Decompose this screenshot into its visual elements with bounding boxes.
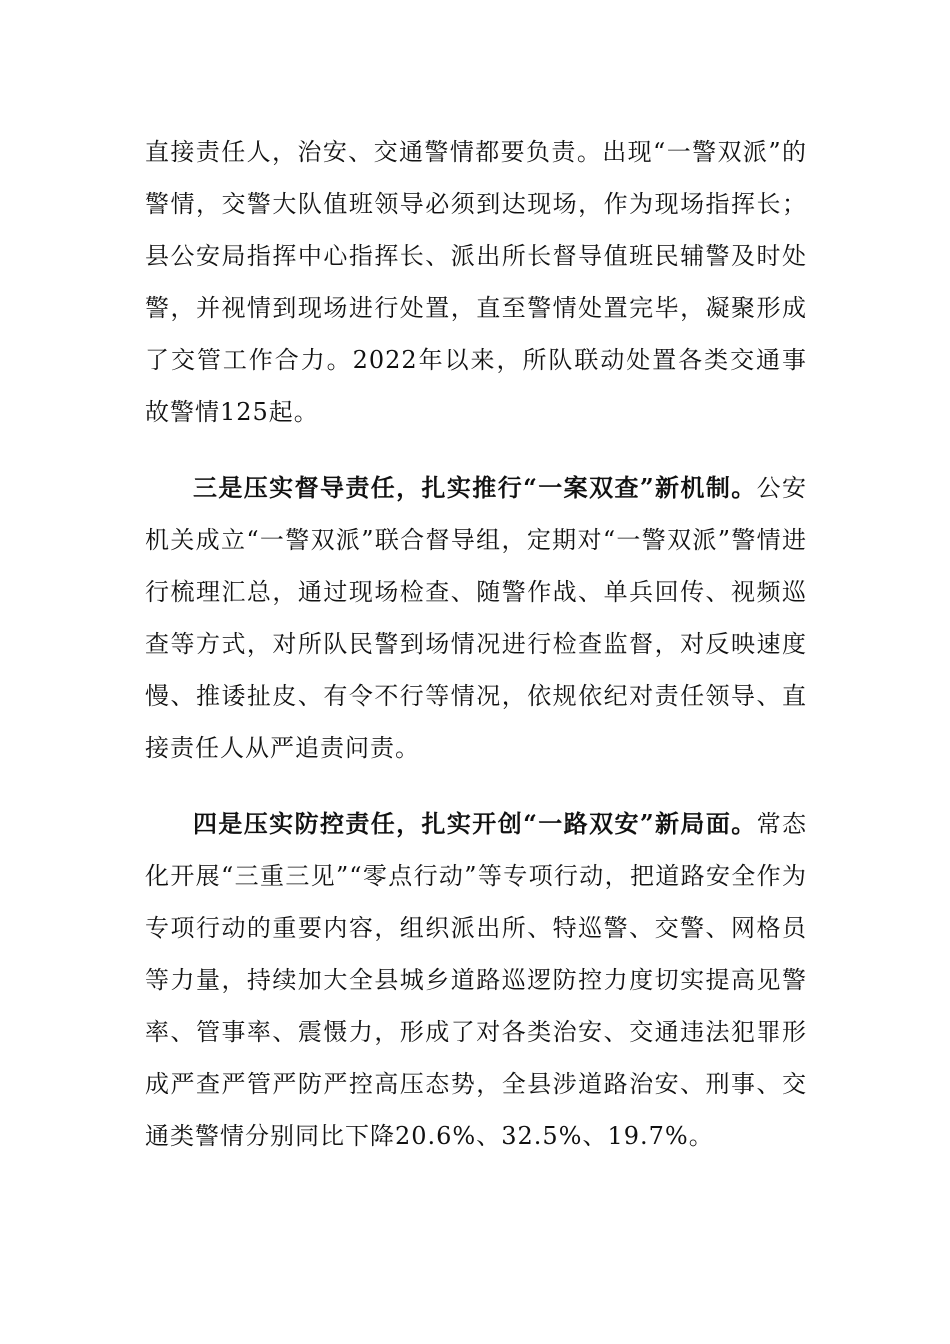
paragraph-supervision-responsibility (145, 462, 807, 774)
paragraph-text: 公安机关成立“一警双派”联合督导组，定期对“一警双派”警情进行梳理汇总，通过现场检查、随警作战、单兵回传、视频巡查等方式，对所队民警到场情况进行检查监督，对反映速度慢、推诿扯皮、有令不行等情况，依规依纪对责任领导、直接责任人从严追责问责。 (145, 474, 808, 762)
paragraph-prevention-responsibility (145, 798, 807, 1162)
paragraph-text: 直接责任人，治安、交通警情都要负责。出现“一警双派”的警情，交警大队值班领导必须到达现场，作为现场指挥长；县公安局指挥中心指挥长、派出所长督导值班民辅警及时处警，并视情到现场进行处置，直至警情处置完毕，凝聚形成了交管工作合力。2022年以来，所队联动处置各类交通事故警情125起。 (145, 138, 807, 426)
paragraph-text: 常态化开展“三重三见”“零点行动”等专项行动，把道路安全作为专项行动的重要内容，组织派出所、特巡警、交警、网格员等力量，持续加大全县城乡道路巡逻防控力度切实提高见警率、管事率、震慑力，形成了对各类治安、交通违法犯罪形成严查严管严防严控高压态势，全县涉道路治安、刑事、交通类警情分别同比下降20.6%、32.5%、19.7%。 (145, 810, 808, 1150)
paragraph-lead-heading: 三是压实督导责任，扎实推行“一案双查”新机制。 (193, 473, 757, 502)
paragraph-continued (145, 126, 807, 438)
paragraph-lead-heading: 四是压实防控责任，扎实开创“一路双安”新局面。 (193, 809, 757, 838)
document-body (145, 126, 807, 1186)
